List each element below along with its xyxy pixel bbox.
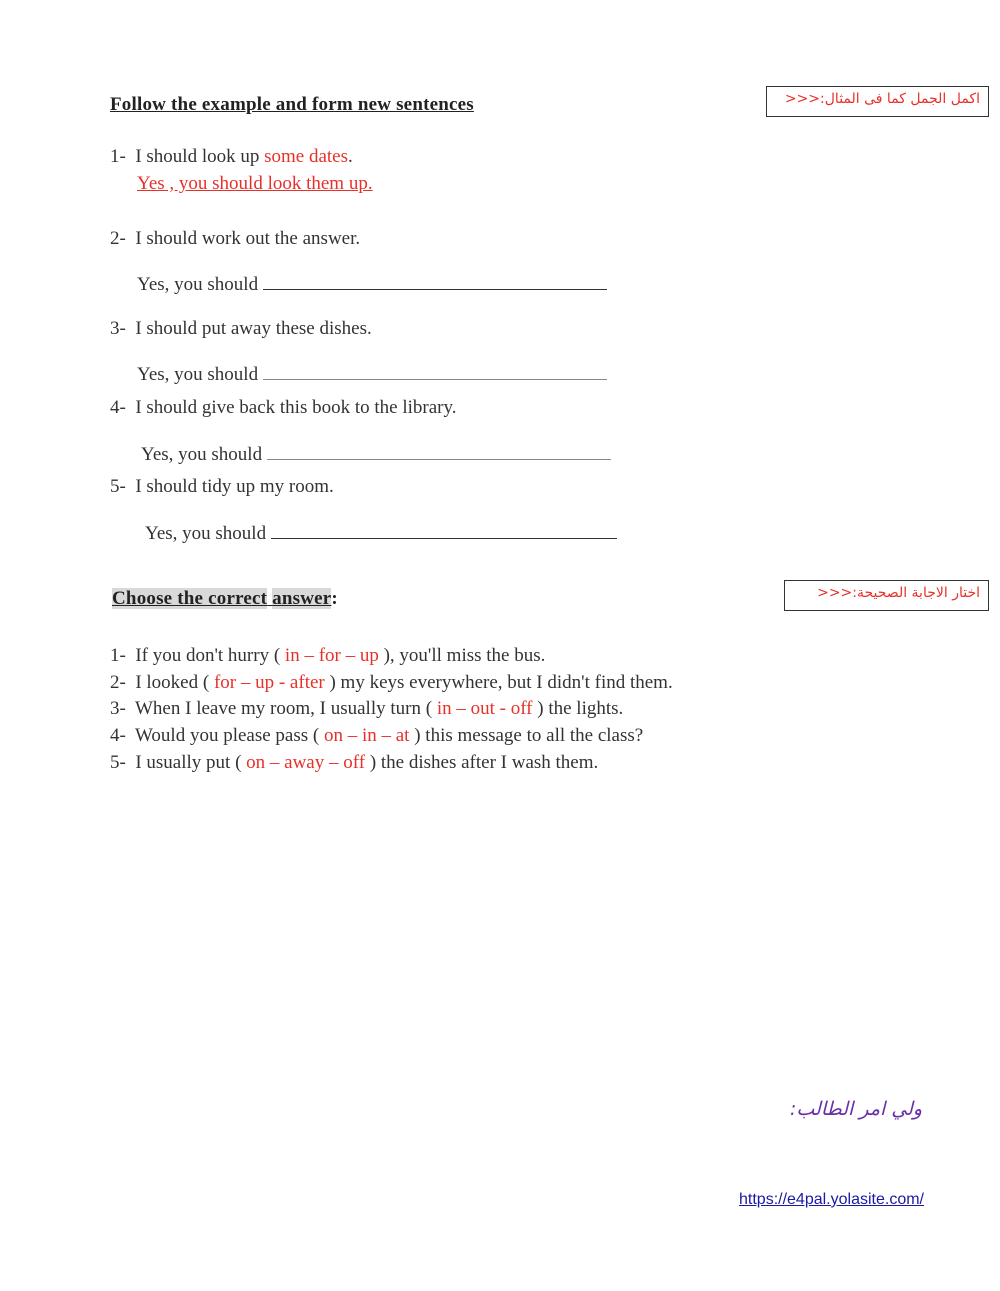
example-prefix: I should look up	[135, 146, 260, 167]
answer-options[interactable]: in – for – up	[284, 645, 379, 666]
item-sentence: I should tidy up my room.	[135, 476, 334, 497]
item-number: 3-	[110, 698, 126, 719]
item-number: 5-	[110, 752, 126, 773]
answer-prompt: Yes, you should	[145, 523, 267, 544]
answer-line	[137, 363, 607, 386]
answer-blank[interactable]	[263, 363, 607, 380]
example-sentence	[110, 146, 353, 168]
question-item	[110, 698, 623, 720]
website-link[interactable]: https://e4pal.yolasite.com/	[739, 1191, 924, 1208]
list-item	[110, 318, 372, 340]
answer-line	[141, 443, 611, 466]
item-number: 5-	[110, 476, 126, 497]
list-item	[110, 476, 334, 498]
section2-title	[112, 588, 338, 610]
question-after: ) this message to all the class?	[414, 725, 644, 746]
question-before: I looked (	[135, 672, 210, 693]
question-after: ), you'll miss the bus.	[383, 645, 546, 666]
question-before: I usually put (	[135, 752, 242, 773]
question-item	[110, 672, 673, 694]
answer-options[interactable]: in – out - off	[436, 698, 533, 719]
list-item	[110, 397, 457, 419]
answer-prompt: Yes, you should	[141, 444, 263, 465]
question-before: Would you please pass (	[135, 725, 320, 746]
item-number: 1-	[110, 146, 126, 167]
section2-title-part1: Choose the correct	[112, 588, 268, 609]
example-highlight: some dates	[264, 146, 349, 167]
item-sentence: I should work out the answer.	[135, 228, 361, 249]
item-number: 2-	[110, 228, 126, 249]
answer-blank[interactable]	[263, 273, 607, 290]
question-after: ) the lights.	[537, 698, 624, 719]
item-number: 1-	[110, 645, 126, 666]
example-suffix: .	[348, 146, 353, 167]
section2-title-part3: :	[331, 588, 338, 609]
question-before: If you don't hurry (	[135, 645, 281, 666]
item-number: 4-	[110, 397, 126, 418]
answer-options[interactable]: on – in – at	[323, 725, 410, 746]
item-number: 3-	[110, 318, 126, 339]
item-number: 4-	[110, 725, 126, 746]
answer-options[interactable]: for – up - after	[213, 672, 325, 693]
section2-arabic-instruction: اختار الاجابة الصحيحة:<<<	[784, 580, 989, 611]
item-sentence: I should put away these dishes.	[135, 318, 372, 339]
answer-options[interactable]: on – away – off	[246, 752, 366, 773]
guardian-signature-label: ولي امر الطالب:	[790, 1098, 923, 1120]
question-item	[110, 645, 545, 667]
answer-blank[interactable]	[271, 522, 617, 539]
question-after: ) the dishes after I wash them.	[369, 752, 599, 773]
list-item	[110, 228, 360, 250]
question-item	[110, 752, 598, 774]
question-after: ) my keys everywhere, but I didn't find them.	[329, 672, 673, 693]
example-answer: Yes , you should look them up.	[137, 173, 373, 194]
question-item	[110, 725, 643, 747]
item-sentence: I should give back this book to the library.	[135, 397, 457, 418]
answer-prompt: Yes, you should	[137, 274, 259, 295]
answer-line	[145, 522, 617, 545]
answer-prompt: Yes, you should	[137, 364, 259, 385]
section2-title-part2: answer	[272, 588, 332, 609]
section1-arabic-instruction: اكمل الجمل كما فى المثال:<<<	[766, 86, 989, 117]
item-number: 2-	[110, 672, 126, 693]
answer-line	[137, 273, 607, 296]
answer-blank[interactable]	[267, 443, 611, 460]
section1-title: Follow the example and form new sentences	[110, 94, 474, 115]
question-before: When I leave my room, I usually turn (	[135, 698, 433, 719]
